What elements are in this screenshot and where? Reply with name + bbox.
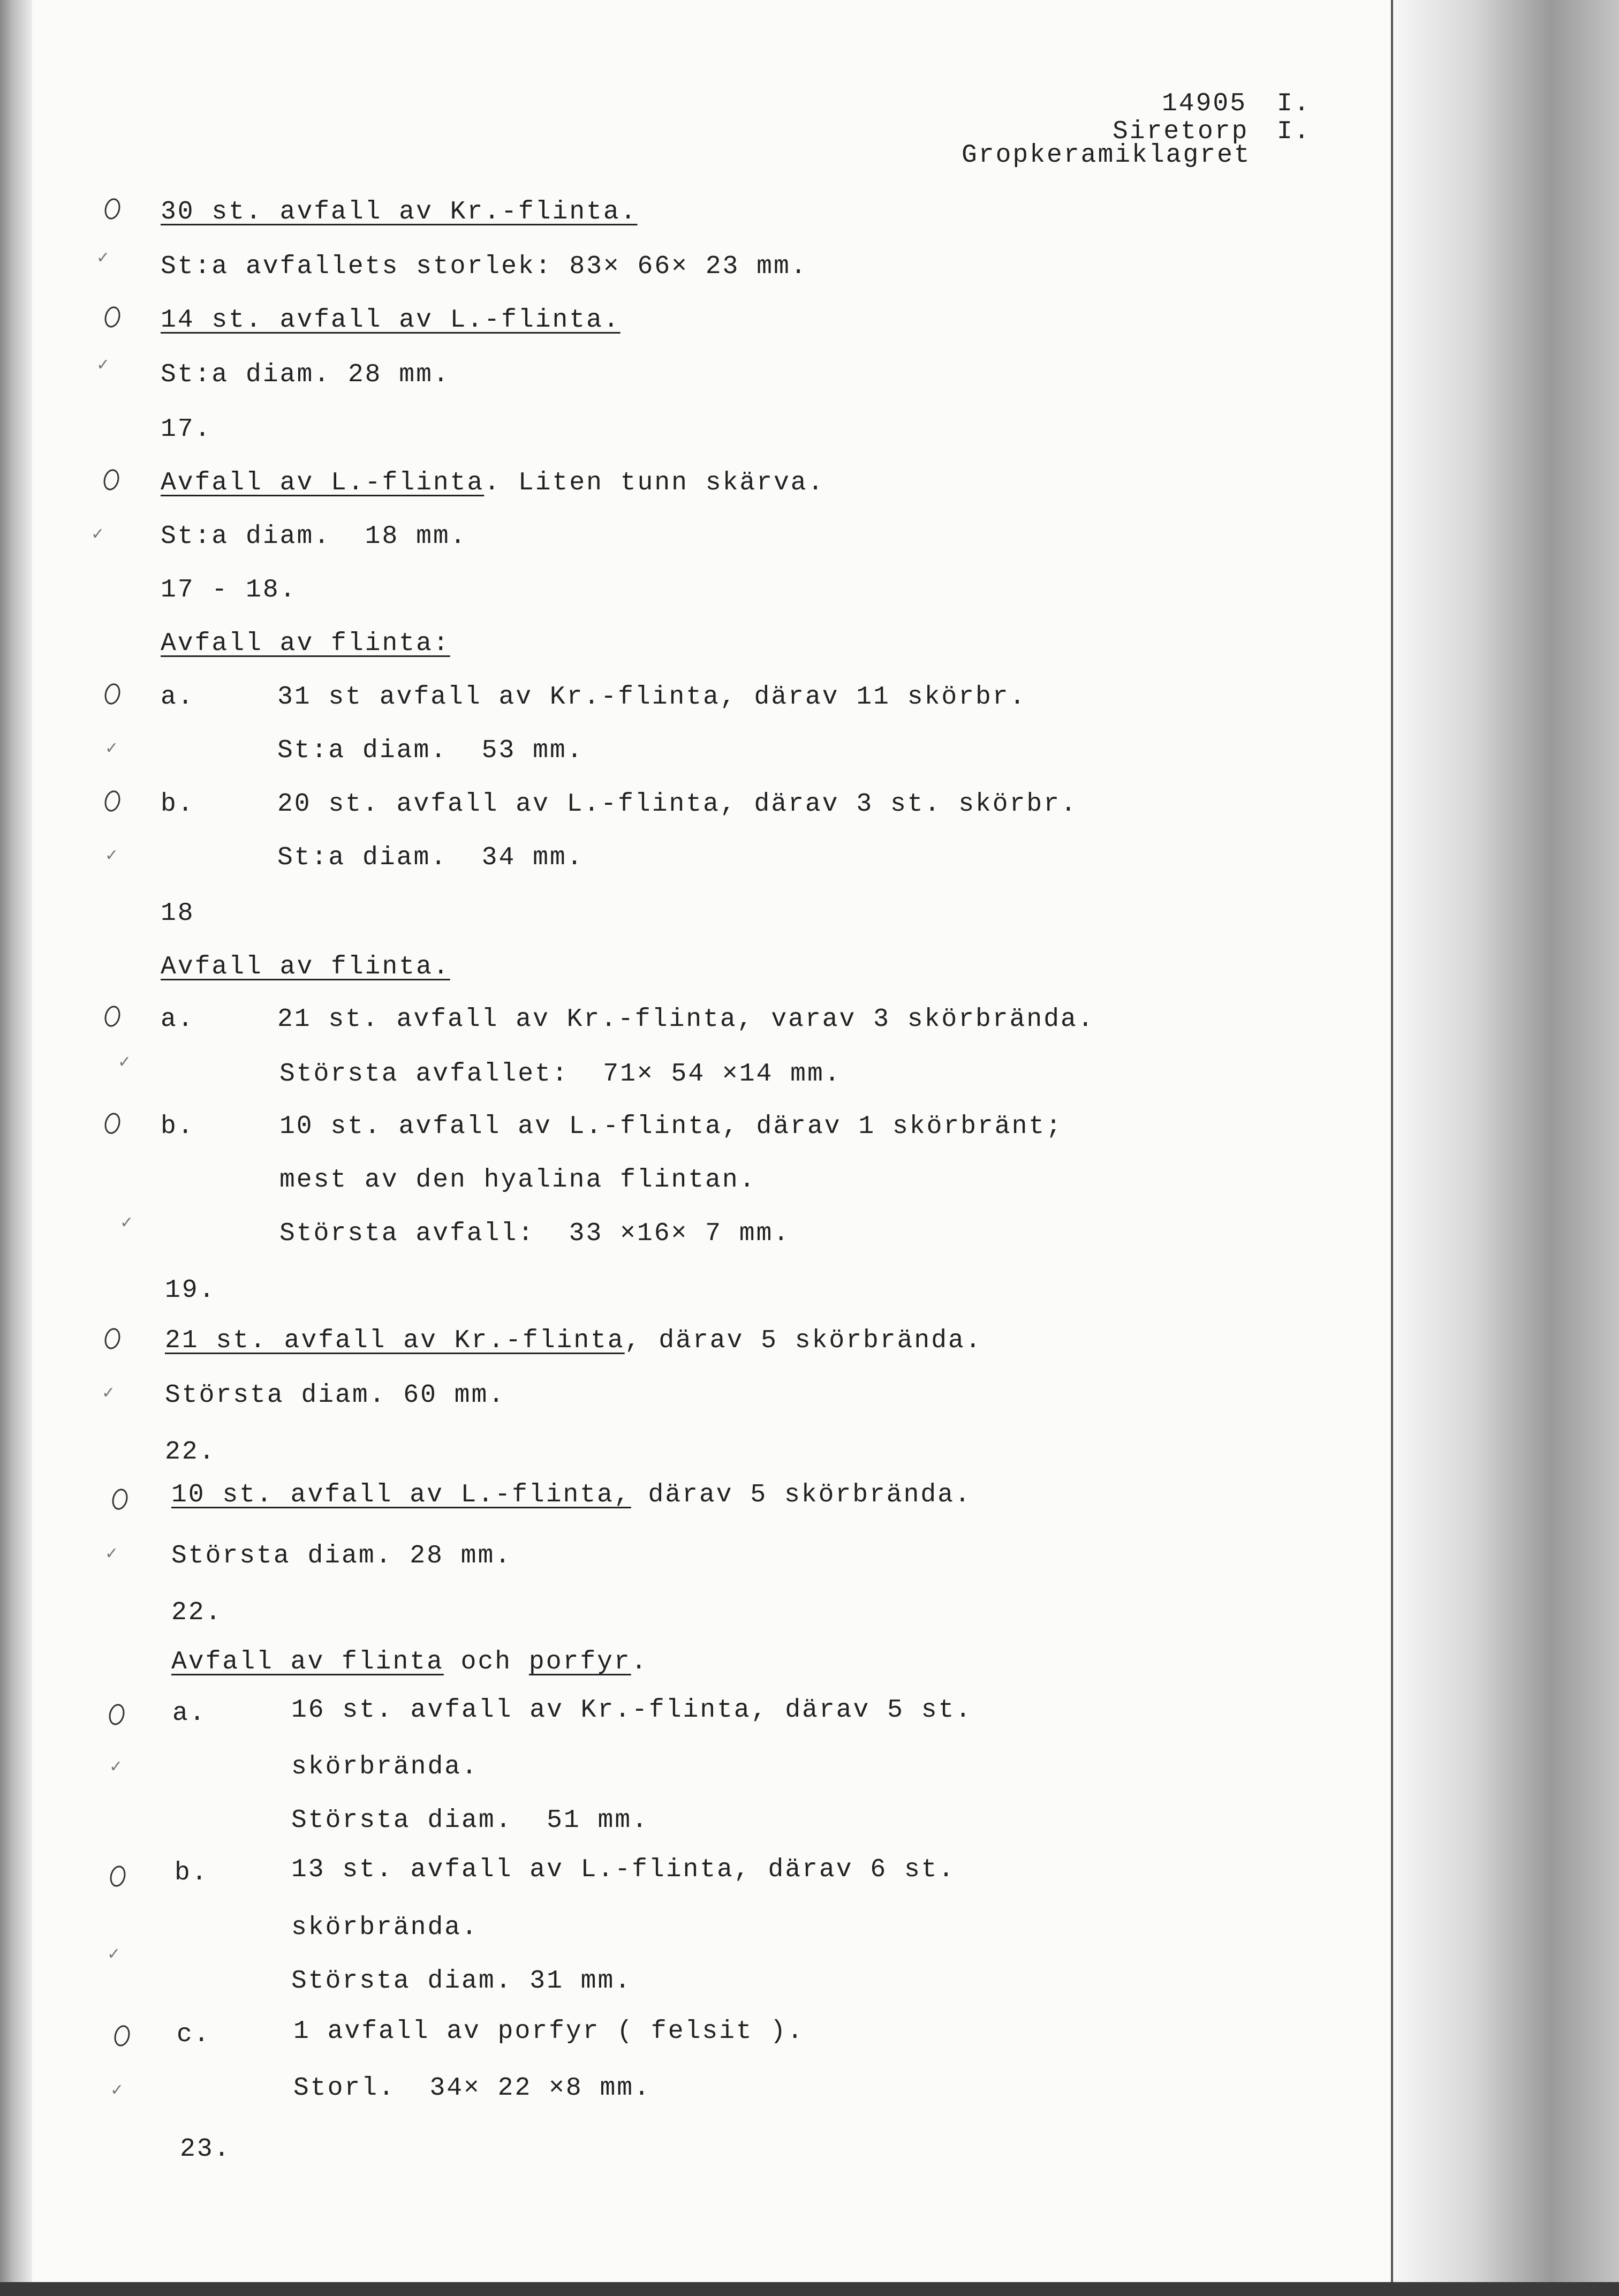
line-19: mest av den hyalina flintan. xyxy=(279,1166,756,1195)
line-32: 13 st. avfall av L.-flinta, därav 6 st. xyxy=(291,1855,956,1884)
margin-circle-mark xyxy=(107,1702,126,1727)
scan-left-shadow xyxy=(0,0,32,2296)
margin-circle-mark xyxy=(101,467,121,492)
line-7: St:a diam. 18 mm. xyxy=(161,522,467,551)
line-22-underlined: 21 st. avfall av Kr.-flinta xyxy=(165,1326,625,1355)
header-layer: Gropkeramiklagret xyxy=(962,141,1251,170)
line-11: St:a diam. 53 mm. xyxy=(277,736,584,765)
line-26: Största diam. 28 mm. xyxy=(171,1542,512,1570)
line-10: 31 st avfall av Kr.-flinta, därav 11 skörbr. xyxy=(277,683,1027,712)
margin-tick-mark: ✓ xyxy=(120,1213,134,1232)
line-12: 20 st. avfall av L.-flinta, därav 3 st. skörbr. xyxy=(277,790,1078,819)
line-25 xyxy=(171,1480,972,1510)
line-14: 18 xyxy=(161,899,195,928)
line-2: St:a avfallets storlek: 83× 66× 23 mm. xyxy=(161,252,808,281)
line-33: skörbrända. xyxy=(291,1913,479,1942)
margin-tick-mark: ✓ xyxy=(91,525,105,543)
line-5: 17. xyxy=(161,415,212,444)
line-15: Avfall av flinta. xyxy=(161,953,450,981)
margin-circle-mark xyxy=(102,1111,122,1136)
margin-circle-mark xyxy=(102,305,122,329)
line-16-label: a. xyxy=(161,1005,195,1034)
line-6-rest: . Liten tunn skärva. xyxy=(484,469,825,497)
margin-tick-mark: ✓ xyxy=(96,248,110,267)
line-21: 19. xyxy=(165,1276,216,1305)
line-3: 14 st. avfall av L.-flinta. xyxy=(161,306,621,335)
page-edge xyxy=(1391,0,1393,2296)
line-18: 10 st. avfall av L.-flinta, därav 1 skörbränt; xyxy=(279,1112,1063,1141)
line-28-mid: och xyxy=(443,1648,529,1676)
margin-circle-mark xyxy=(102,789,122,813)
line-6 xyxy=(161,468,824,498)
margin-tick-mark: ✓ xyxy=(109,1757,123,1776)
line-16: 21 st. avfall av Kr.-flinta, varav 3 skörbrända. xyxy=(277,1005,1095,1034)
line-23: Största diam. 60 mm. xyxy=(165,1381,506,1410)
margin-tick-mark: ✓ xyxy=(96,356,110,374)
margin-tick-mark: ✓ xyxy=(110,2081,124,2099)
line-35: 1 avfall av porfyr ( felsit ). xyxy=(293,2017,805,2046)
line-28 xyxy=(171,1647,648,1677)
line-17: Största avfallet: 71× 54 ×14 mm. xyxy=(279,1060,842,1089)
margin-circle-mark xyxy=(102,682,122,706)
header-number-roman: I. xyxy=(1277,89,1311,118)
line-9: Avfall av flinta: xyxy=(161,629,450,658)
line-27: 22. xyxy=(171,1598,223,1627)
line-35-label: c. xyxy=(177,2020,211,2049)
line-29-label: a. xyxy=(172,1699,207,1728)
margin-tick-mark: ✓ xyxy=(105,846,119,865)
line-8: 17 - 18. xyxy=(161,576,297,605)
line-28-underlined: Avfall av flinta xyxy=(171,1648,444,1676)
line-10-label: a. xyxy=(161,683,195,712)
header-site-roman: I. xyxy=(1277,117,1311,146)
line-37: 23. xyxy=(180,2135,231,2164)
margin-tick-mark: ✓ xyxy=(107,1945,121,1963)
line-25-underlined: 10 st. avfall av L.-flinta, xyxy=(171,1481,631,1509)
line-4: St:a diam. 28 mm. xyxy=(161,360,450,389)
scan-bottom-edge xyxy=(0,2282,1619,2296)
line-18-label: b. xyxy=(161,1112,195,1141)
line-25-rest: därav 5 skörbrända. xyxy=(631,1481,972,1509)
line-32-label: b. xyxy=(175,1859,209,1887)
line-28-rest: . xyxy=(631,1648,648,1676)
header-site: Siretorp xyxy=(1113,117,1249,146)
line-13: St:a diam. 34 mm. xyxy=(277,843,584,872)
header-number: 14905 xyxy=(1162,89,1247,118)
margin-tick-mark: ✓ xyxy=(105,1544,119,1563)
line-22 xyxy=(165,1326,982,1356)
line-28-underlined-2: porfyr xyxy=(528,1648,631,1676)
line-1: 30 st. avfall av Kr.-flinta. xyxy=(161,198,638,226)
line-24: 22. xyxy=(165,1438,216,1467)
margin-circle-mark xyxy=(102,1326,122,1351)
line-20: Största avfall: 33 ×16× 7 mm. xyxy=(279,1219,791,1248)
margin-circle-mark xyxy=(108,1864,127,1889)
line-29: 16 st. avfall av Kr.-flinta, därav 5 st. xyxy=(291,1696,973,1725)
margin-circle-mark xyxy=(110,1487,130,1512)
margin-tick-mark: ✓ xyxy=(105,739,119,758)
line-34: Största diam. 31 mm. xyxy=(291,1967,632,1996)
margin-tick-mark: ✓ xyxy=(102,1384,116,1402)
line-12-label: b. xyxy=(161,790,195,819)
scan-right-shadow xyxy=(1392,0,1619,2296)
line-6-underlined: Avfall av L.-flinta xyxy=(161,469,485,497)
line-30: skörbrända. xyxy=(291,1753,479,1781)
margin-circle-mark xyxy=(112,2023,132,2048)
margin-circle-mark xyxy=(102,1004,122,1029)
line-36: Storl. 34× 22 ×8 mm. xyxy=(293,2074,651,2103)
margin-circle-mark xyxy=(102,197,122,221)
line-31: Största diam. 51 mm. xyxy=(291,1806,649,1835)
line-22-rest: , därav 5 skörbrända. xyxy=(624,1326,982,1355)
margin-tick-mark: ✓ xyxy=(118,1053,132,1071)
